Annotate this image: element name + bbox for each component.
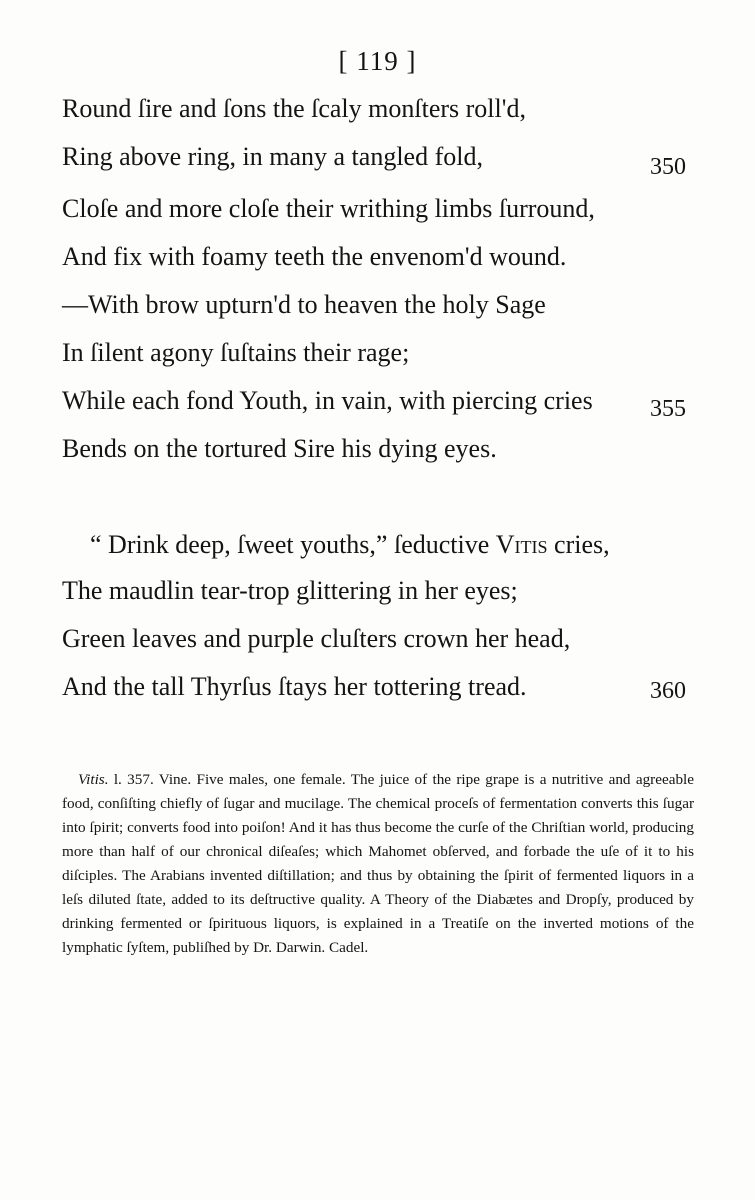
verse-line: In ſilent agony ſuſtains their rage; [62,338,410,367]
footnote-text: l. 357. Vine. Five males, one female. The juice of the ripe grape is a nutritive and agreeable food, conſiſting chiefly of ſugar and mucilage. The chemical proceſs of fermentation converts this ſugar into ſpirit; converts food into poiſon! And it has thus become the curſe of the Chriſtian world, producing more than half of our chronical diſeaſes; which Mahomet obſerved, and forbade the uſe of it to his diſciples. The Arabians invented diſtillation; and thus by obtaining the ſpirit of fermented liquors in a leſs diluted ſtate, added to its deſtructive quality. A Theory of the Diabætes and Dropſy, produced by drinking fermented or ſpirituous liquors, is explained in a Treatiſe on the inverted motions of the lymphatic ſyſtem, publiſhed by Dr. Darwin. Cadel. [62,771,694,956]
line-number: 350 [650,154,686,180]
footnote [62,768,694,960]
line-number: 360 [650,678,686,704]
verse-line: While each fond Youth, in vain, with piercing cries [62,386,593,415]
footnote-paragraph [62,768,694,960]
verse-line: And the tall Thyrſus ſtays her tottering tread. [62,672,527,701]
verse-line: Bends on the tortured Sire his dying eyes. [62,434,497,463]
page-number: [ 119 ] [338,46,417,76]
verse-line-vitis [90,530,730,560]
verse-line: —With brow upturn'd to heaven the holy Sage [62,290,546,319]
verse-line: Ring above ring, in many a tangled fold, [62,142,483,171]
line-number: 355 [650,396,686,422]
vitis-name: Vitis [495,530,548,559]
verse-line: Cloſe and more cloſe their writhing limbs ſurround, [62,194,595,223]
verse-line: Green leaves and purple cluſters crown her head, [62,624,571,653]
verse-text: cries, [547,530,610,559]
verse-line: The maudlin tear-trop glittering in her eyes; [62,576,518,605]
footnote-label: Vitis. [78,771,109,788]
verse-line: Round ſire and ſons the ſcaly monſters roll'd, [62,94,526,123]
verse-line: And fix with foamy teeth the envenom'd wound. [62,242,567,271]
verse-text: “ Drink deep, ſweet youths,” ſeductive [90,530,496,559]
